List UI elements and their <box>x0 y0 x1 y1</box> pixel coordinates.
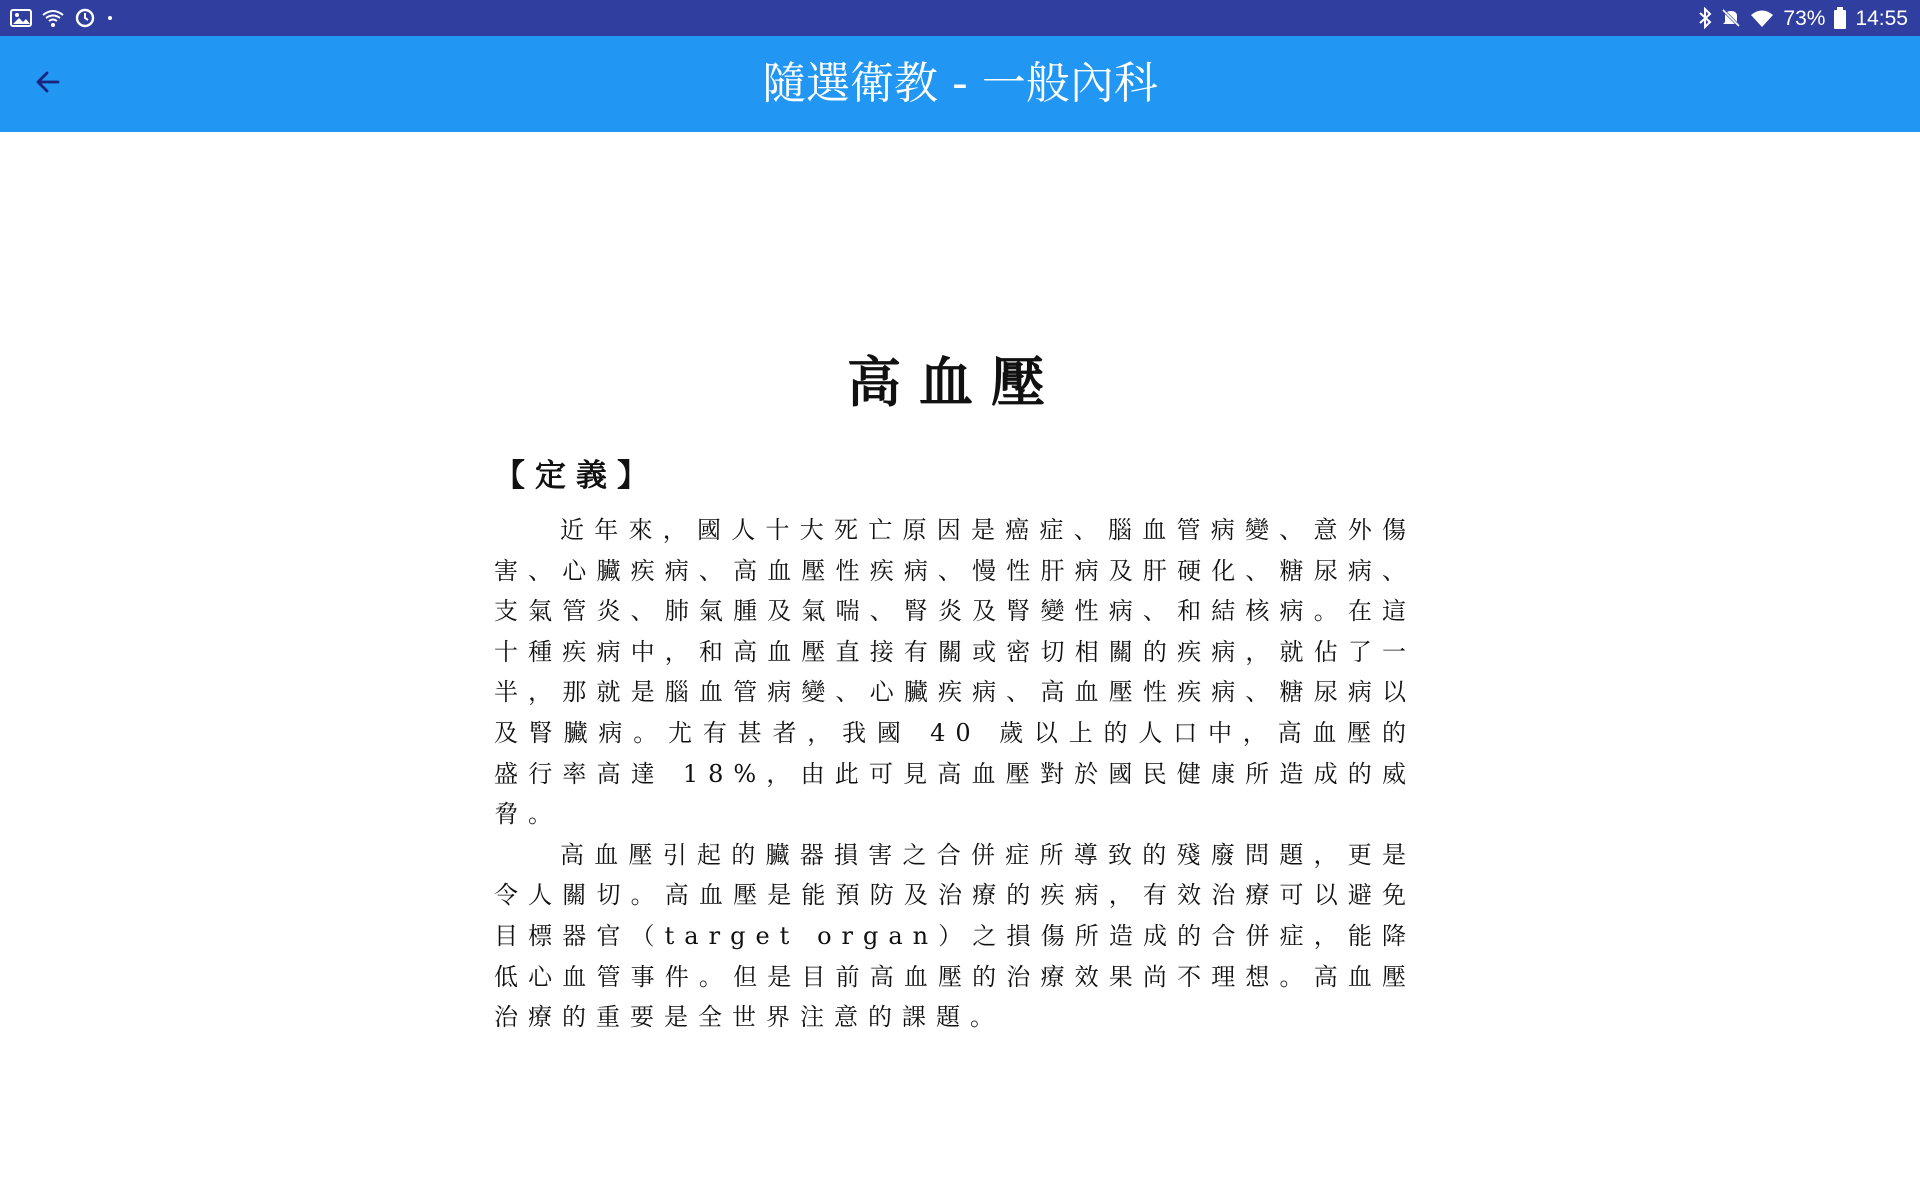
status-right-icons <box>1698 7 1908 29</box>
back-button[interactable] <box>24 60 72 108</box>
status-left-icons <box>10 7 115 29</box>
document-title: 高血壓 <box>847 350 1063 414</box>
bluetooth-icon <box>1698 7 1712 29</box>
section-heading: 【定義】 <box>494 458 658 494</box>
paragraph: 高血壓引起的臟器損害之合併症所導致的殘廢問題，更是令人關切。高血壓是能預防及治療的疾病，有效治療可以避免目標器官（target organ）之損傷所造成的合併症，能降低心血管事件。但是目前高血壓的治療效果尚不理想。高血壓治療的重要是全世界注意的課題。 <box>494 840 1416 1032</box>
app-bar <box>0 36 1920 132</box>
dot-icon <box>105 13 115 23</box>
status-bar <box>0 0 1920 36</box>
battery-icon <box>1834 7 1846 29</box>
battery-percent: 73% <box>1783 6 1826 30</box>
paragraph: 近年來，國人十大死亡原因是癌症、腦血管病變、意外傷害、心臟疾病、高血壓性疾病、慢性肝病及肝硬化、糖尿病、支氣管炎、肺氣腫及氣喘、腎炎及腎變性病、和結核病。在這十種疾病中，和高血壓直接有關或密切相關的疾病，就佔了一半，那就是腦血管病變、心臟疾病、高血壓性疾病、糖尿病以及腎臟病。尤有甚者，我國 40 歲以上的人口中，高血壓的盛行率高達 18%，由此可見高血壓對於國民健康所造成的威脅。 <box>494 516 1416 829</box>
clock: 14:55 <box>1855 6 1908 30</box>
wifi-icon <box>1750 8 1774 28</box>
document-page <box>494 342 1416 1038</box>
arrow-left-icon <box>33 67 63 101</box>
wifi-calling-icon <box>41 8 65 28</box>
document-viewer[interactable] <box>0 132 1920 1200</box>
mute-icon <box>1721 8 1741 28</box>
image-icon <box>10 8 32 28</box>
page-title: 隨選衛教 - 一般內科 <box>762 58 1158 109</box>
sync-icon <box>74 7 96 29</box>
